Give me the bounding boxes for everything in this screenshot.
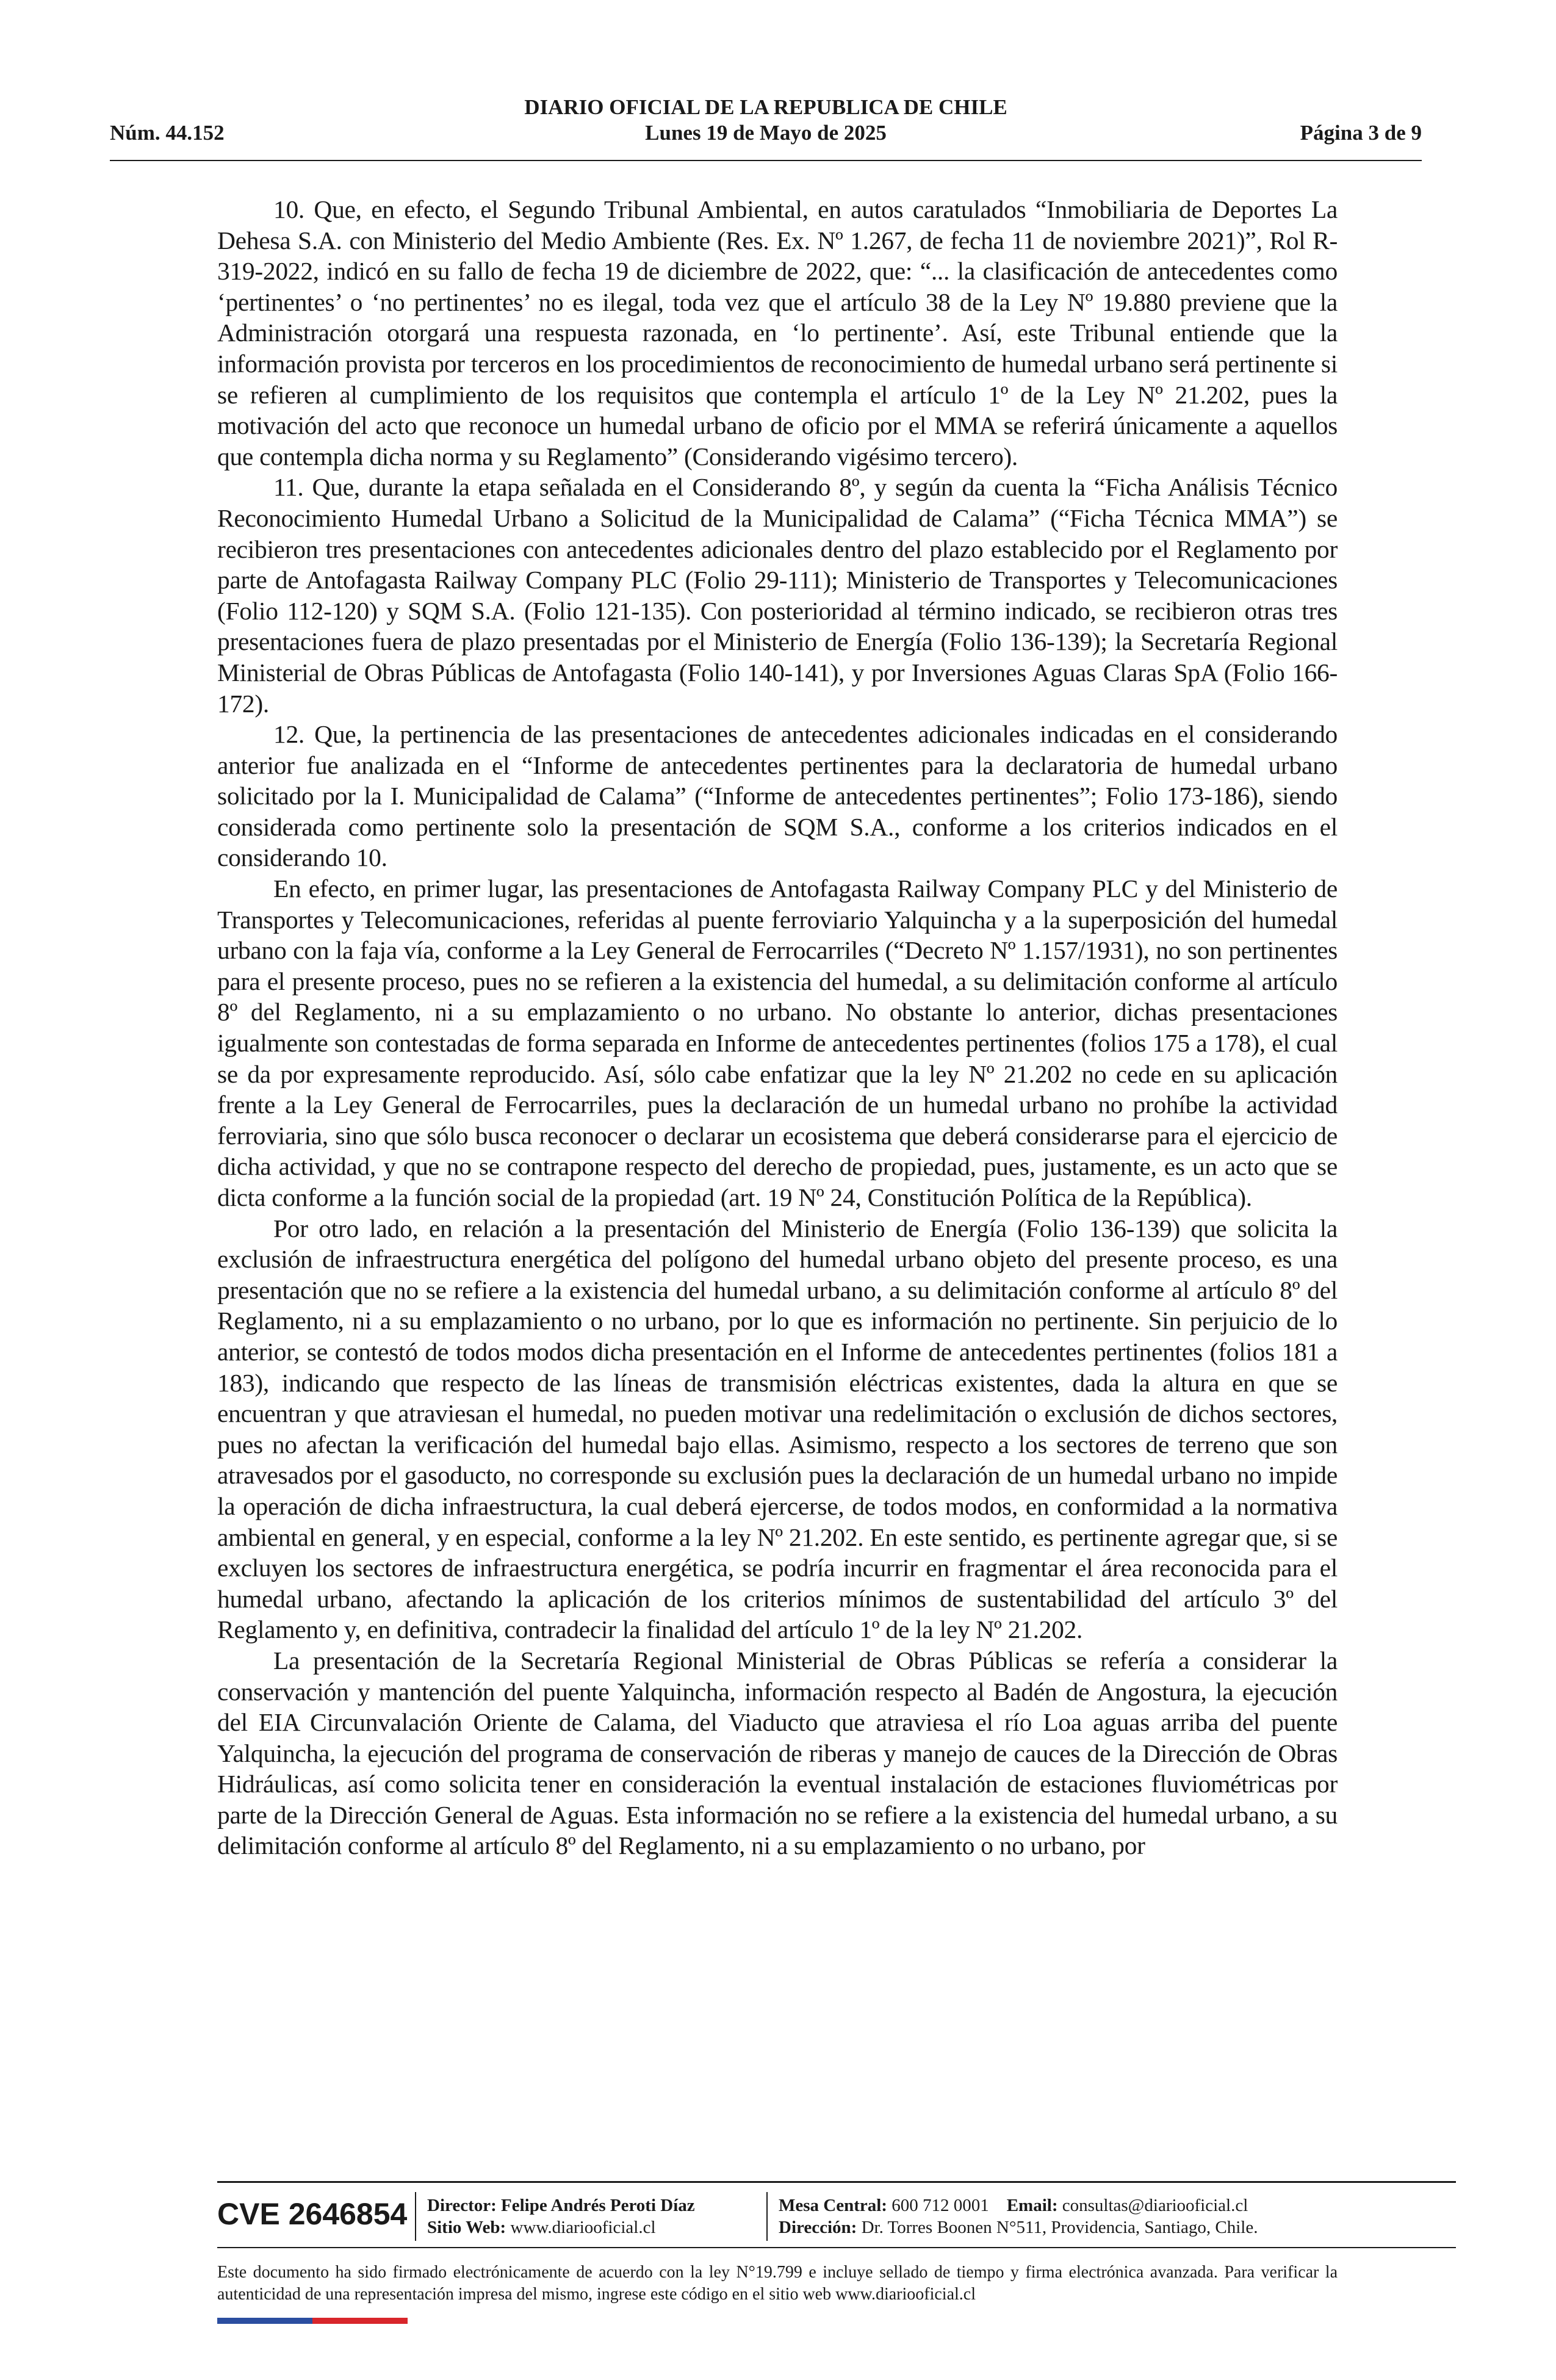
footer-divider-bottom xyxy=(217,2247,1456,2248)
address-label: Dirección: xyxy=(779,2218,857,2237)
publication-title: DIARIO OFICIAL DE LA REPUBLICA DE CHILE xyxy=(524,95,1007,119)
director-label: Director: xyxy=(427,2196,497,2215)
header-divider xyxy=(110,160,1422,161)
website-label: Sitio Web: xyxy=(427,2218,506,2237)
footer-separator xyxy=(415,2192,416,2241)
director-name: Felipe Andrés Peroti Díaz xyxy=(501,2196,695,2215)
flag-red-segment xyxy=(312,2318,408,2324)
document-body xyxy=(217,194,1338,1861)
website-link[interactable]: www.diariooficial.cl xyxy=(510,2218,656,2237)
flag-stripe xyxy=(217,2318,408,2324)
paragraph: En efecto, en primer lugar, las presentaciones de Antofagasta Railway Company PLC y del Ministerio de Transportes y Telecomunicaciones, referidas al puente ferroviario Yalquincha y a la superposición del humedal urbano con la faja vía, conforme a la Ley General de Ferrocarriles (“Decreto Nº 1.157/1931), no son pertinentes para el presente proceso, pues no se refieren a la existencia del humedal, a su delimitación conforme al artículo 8º del Reglamento, ni a su emplazamiento o no urbano. No obstante lo anterior, dichas presentaciones igualmente son contestadas de forma separada en Informe de antecedentes pertinentes (folios 175 a 178), el cual se da por expresamente reproducido. Así, sólo cabe enfatizar que la ley Nº 21.202 no cede en su aplicación frente a la Ley General de Ferrocarriles, pues la declaración de un humedal urbano no prohíbe la actividad ferroviaria, sino que sólo busca reconocer o declarar un ecosistema que deberá considerarse para el ejercicio de dicha actividad, y que no se contrapone respecto del derecho de propiedad, pues, justamente, es un acto que se dicta conforme a la función social de la propiedad (art. 19 Nº 24, Constitución Política de la República). xyxy=(217,874,1338,1211)
footer-contact-block xyxy=(779,2194,1258,2238)
phone-number: 600 712 0001 xyxy=(891,2196,989,2215)
cve-code: CVE 2646854 xyxy=(217,2197,408,2231)
paragraph: 12. Que, la pertinencia de las presentaciones de antecedentes adicionales indicadas en el considerando anterior fue analizada en el “Informe de antecedentes pertinentes para la declaratoria de humedal urbano solicitado por la I. Municipalidad de Calama” (“Informe de antecedentes pertinentes”; Folio 173-186), siendo considerada como pertinente solo la presentación de SQM S.A., conforme a los criterios indicados en el considerando 10. xyxy=(217,720,1338,872)
paragraph: 11. Que, durante la etapa señalada en el Considerando 8º, y según da cuenta la “Ficha Análisis Técnico Reconocimiento Humedal Urbano a Solicitud de la Municipalidad de Calama” (“Ficha Técnica MMA”) se recibieron tres presentaciones con antecedentes adicionales dentro del plazo establecido por el Reglamento por parte de Antofagasta Railway Company PLC (Folio 29-111); Ministerio de Transportes y Telecomunicaciones (Folio 112-120) y SQM S.A. (Folio 121-135). Con posterioridad al término indicado, se recibieron otras tres presentaciones fuera de plazo presentadas por el Ministerio de Energía (Folio 136-139); la Secretaría Regional Ministerial de Obras Públicas de Antofagasta (Folio 140-141), y por Inversiones Aguas Claras SpA (Folio 166-172). xyxy=(217,473,1338,718)
issue-date: Lunes 19 de Mayo de 2025 xyxy=(645,121,887,145)
email-label: Email: xyxy=(1006,2196,1058,2215)
paragraph: 10. Que, en efecto, el Segundo Tribunal Ambiental, en autos caratulados “Inmobiliaria de Deportes La Dehesa S.A. con Ministerio del Medio Ambiente (Res. Ex. Nº 1.267, de fecha 11 de noviembre 2021)”, Rol R-319-2022, indicó en su fallo de fecha 19 de diciembre de 2022, que: “... la clasificación de antecedentes como ‘pertinentes’ o ‘no pertinentes’ no es ilegal, toda vez que el artículo 38 de la Ley Nº 19.880 previene que la Administración otorgará una respuesta razonada, en ‘lo pertinente’. Así, este Tribunal entiende que la información provista por terceros en los procedimientos de reconocimiento de humedal urbano será pertinente si se refieren al cumplimiento de los requisitos que contempla el artículo 1º de la Ley Nº 21.202, pues la motivación del acto que reconoce un humedal urbano de oficio por el MMA se referirá únicamente a aquellos que contempla dicha norma y su Reglamento” (Considerando vigésimo tercero). xyxy=(217,195,1338,471)
footer-separator xyxy=(766,2192,768,2241)
paragraph: La presentación de la Secretaría Regional Ministerial de Obras Públicas se refería a considerar la conservación y mantención del puente Yalquincha, información respecto al Badén de Angostura, la ejecución del EIA Circunvalación Oriente de Calama, del Viaducto que atraviesa el río Loa aguas arriba del puente Yalquincha, la ejecución del programa de conservación de riberas y manejo de cauces de la Dirección de Obras Hidráulicas, así como solicita tener en consideración la eventual instalación de estaciones fluviométricas por parte de la Dirección General de Aguas. Esta información no se refiere a la existencia del humedal urbano, a su delimitación conforme al artículo 8º del Reglamento, ni a su emplazamiento o no urbano, por xyxy=(217,1646,1338,1860)
footer-divider-top xyxy=(217,2181,1456,2183)
page-header xyxy=(110,95,1422,150)
phone-label: Mesa Central: xyxy=(779,2196,887,2215)
footer-director-block xyxy=(427,2194,695,2238)
signature-note: Este documento ha sido firmado electrónicamente de acuerdo con la ley N°19.799 e incluye sellado de tiempo y firma electrónica avanzada. Para verificar la autenticidad de una representación impresa del mismo, ingrese este código en el sitio web www.diariooficial.cl xyxy=(217,2263,1338,2304)
paragraph: Por otro lado, en relación a la presentación del Ministerio de Energía (Folio 136-139) que solicita la exclusión de infraestructura energética del polígono del humedal urbano objeto del presente proceso, es una presentación que no se refiere a la existencia del humedal urbano, a su delimitación conforme al artículo 8º del Reglamento, ni a su emplazamiento o no urbano, por lo que es información no pertinente. Sin perjuicio de lo anterior, se contestó de todos modos dicha presentación en el Informe de antecedentes pertinentes (folios 181 a 183), indicando que respecto de las líneas de transmisión eléctricas existentes, dada la altura en que se encuentran y que atraviesan el humedal, no pueden motivar una redelimitación o exclusión de dichos sectores, pues no afectan la verificación del humedal bajo ellas. Asimismo, respecto a los sectores de terreno que son atravesados por el gasoducto, no corresponde su exclusión pues la declaración de un humedal urbano no impide la operación de dicha infraestructura, la cual deberá ejercerse, de todos modos, en conformidad a la normativa ambiental en general, y en especial, conforme a la ley Nº 21.202. En este sentido, es pertinente agregar que, si se excluyen los sectores de infraestructura energética, se podría incurrir en fragmentar el área reconocida para el humedal urbano, afectando la aplicación de los criterios mínimos de sustentabilidad del artículo 3º del Reglamento y, en definitiva, contradecir la finalidad del artículo 1º de la ley Nº 21.202. xyxy=(217,1214,1338,1644)
issue-number: Núm. 44.152 xyxy=(110,121,225,145)
email-link[interactable]: consultas@diariooficial.cl xyxy=(1062,2196,1248,2215)
flag-blue-segment xyxy=(217,2318,312,2324)
address-text: Dr. Torres Boonen N°511, Providencia, Santiago, Chile. xyxy=(861,2218,1258,2237)
page-indicator: Página 3 de 9 xyxy=(1300,121,1422,145)
